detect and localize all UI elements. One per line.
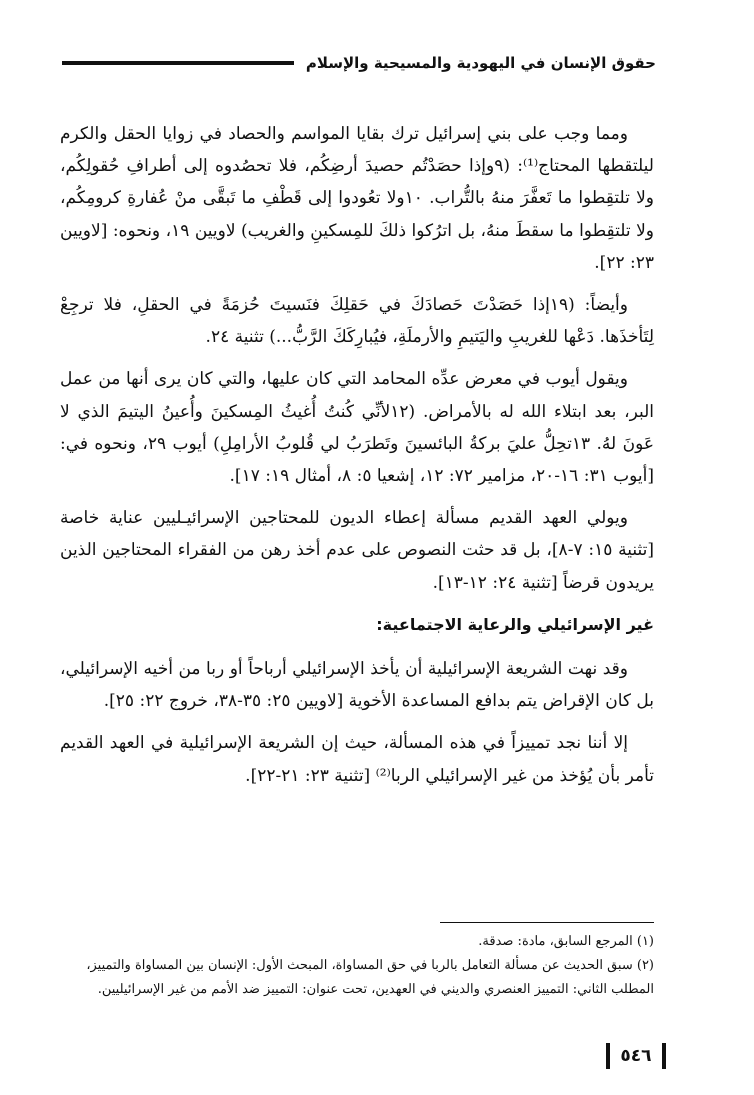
paragraph: ويقول أيوب في معرض عدِّه المحامد التي كان عليها، والتي كان يرى أنها من عمل البر، بعد ابتلاء الله له بالأمراض. (١٢لأنِّي كُنتُ أُغيثُ المِسكينَ وأُعينُ اليتيمَ الذي لا عَونَ لهُ. ١٣تحِلُّ عليَ بركةُ البائسينَ وتَطرَبُ لي قُلوبُ الأرامِلِ) أيوب ٢٩، ونحوه في: [أيوب ٣١: ١٦-٢٠، مزامير ٧٢: ١٢، إشعيا ٥: ٨، أمثال ١٩: ١٧]. — [60, 369, 654, 487]
footnote: (٢) سبق الحديث عن مسألة التعامل بالربا في حق المساواة، المبحث الأول: الإنسان بين المساواة والتمييز، المطلب الثاني: التمييز العنصري والديني في العهدين، تحت عنوان: التمييز ضد الأمم من غير الإسرائيليين. — [86, 958, 654, 997]
running-header — [62, 50, 656, 76]
paragraph: وقد نهت الشريعة الإسرائيلية أن يأخذ الإسرائيلي أرباحاً أو ربا من أخيه الإسرائيلي، بل كان الإقراض يتم بدافع المساعدة الأخوية [لاويين ٢٥: ٣٥-٣٨، خروج ٢٢: ٢٥]. — [60, 659, 654, 712]
paragraph: وأيضاً: (١٩إذا حَصَدْتَ حَصادَكَ في حَقلِكَ فنَسيتَ حُزمَةً في الحقلِ، فلا ترجِعْ لِتَأخذَها. دَعْها للغريبِ واليَتيمِ والأرملَةِ، فيُبارِكَكَ الرَّبُّ...) تثنية ٢٤. — [60, 295, 654, 348]
paragraph: إلا أننا نجد تمييزاً في هذه المسألة، حيث إن الشريعة الإسرائيلية في العهد القديم تأمر بأن يُؤخذ من غير الإسرائيلي الربا⁽²⁾ [تثنية ٢٣: ٢١-٢٢]. — [60, 733, 654, 786]
footnote: (١) المرجع السابق، مادة: صدقة. — [478, 934, 654, 949]
section-heading: غير الإسرائيلي والرعاية الاجتماعية: — [376, 614, 654, 634]
header-rule — [62, 61, 294, 65]
page-number: ٥٤٦ — [606, 1043, 666, 1069]
footnote-separator — [440, 922, 654, 923]
paragraph: ويولي العهد القديم مسألة إعطاء الديون للمحتاجين الإسرائيـليين عناية خاصة [تثنية ١٥: ٧-٨]، بل قد حثت النصوص على عدم أخذ رهن من الفقراء المحتاجين الذين يريدون قرضاً [تثنية ٢٤: ١٢-١٣]. — [60, 508, 654, 593]
footnotes — [60, 930, 654, 1002]
paragraph: ومما وجب على بني إسرائيل ترك بقايا المواسم والحصاد في زوايا الحقل والكرم ليلتقطها المحتاج⁽¹⁾: (٩وإذا حصَدْتُم حصيدَ أرضِكُم، فلا تحصُدوه إلى أطرافِ حُقولِكُم، ولا تلتقِطوا ما تَعفَّرَ منهُ بالتُّراب. ١٠ولا تعُودوا إلى قَطْفِ ما تَبقَّى منْ عُفارةِ كرومِكُم، ولا تلتقِطوا ما سقطَ منهُ، بل اترُكوا ذلكَ للمِسكينِ والغريب) لاويين ١٩، ونحوه: [لاويين ٢٣: ٢٢]. — [60, 124, 654, 273]
book-title: حقوق الإنسان في اليهودية والمسيحية والإسلام — [305, 54, 656, 72]
main-text — [60, 118, 654, 802]
